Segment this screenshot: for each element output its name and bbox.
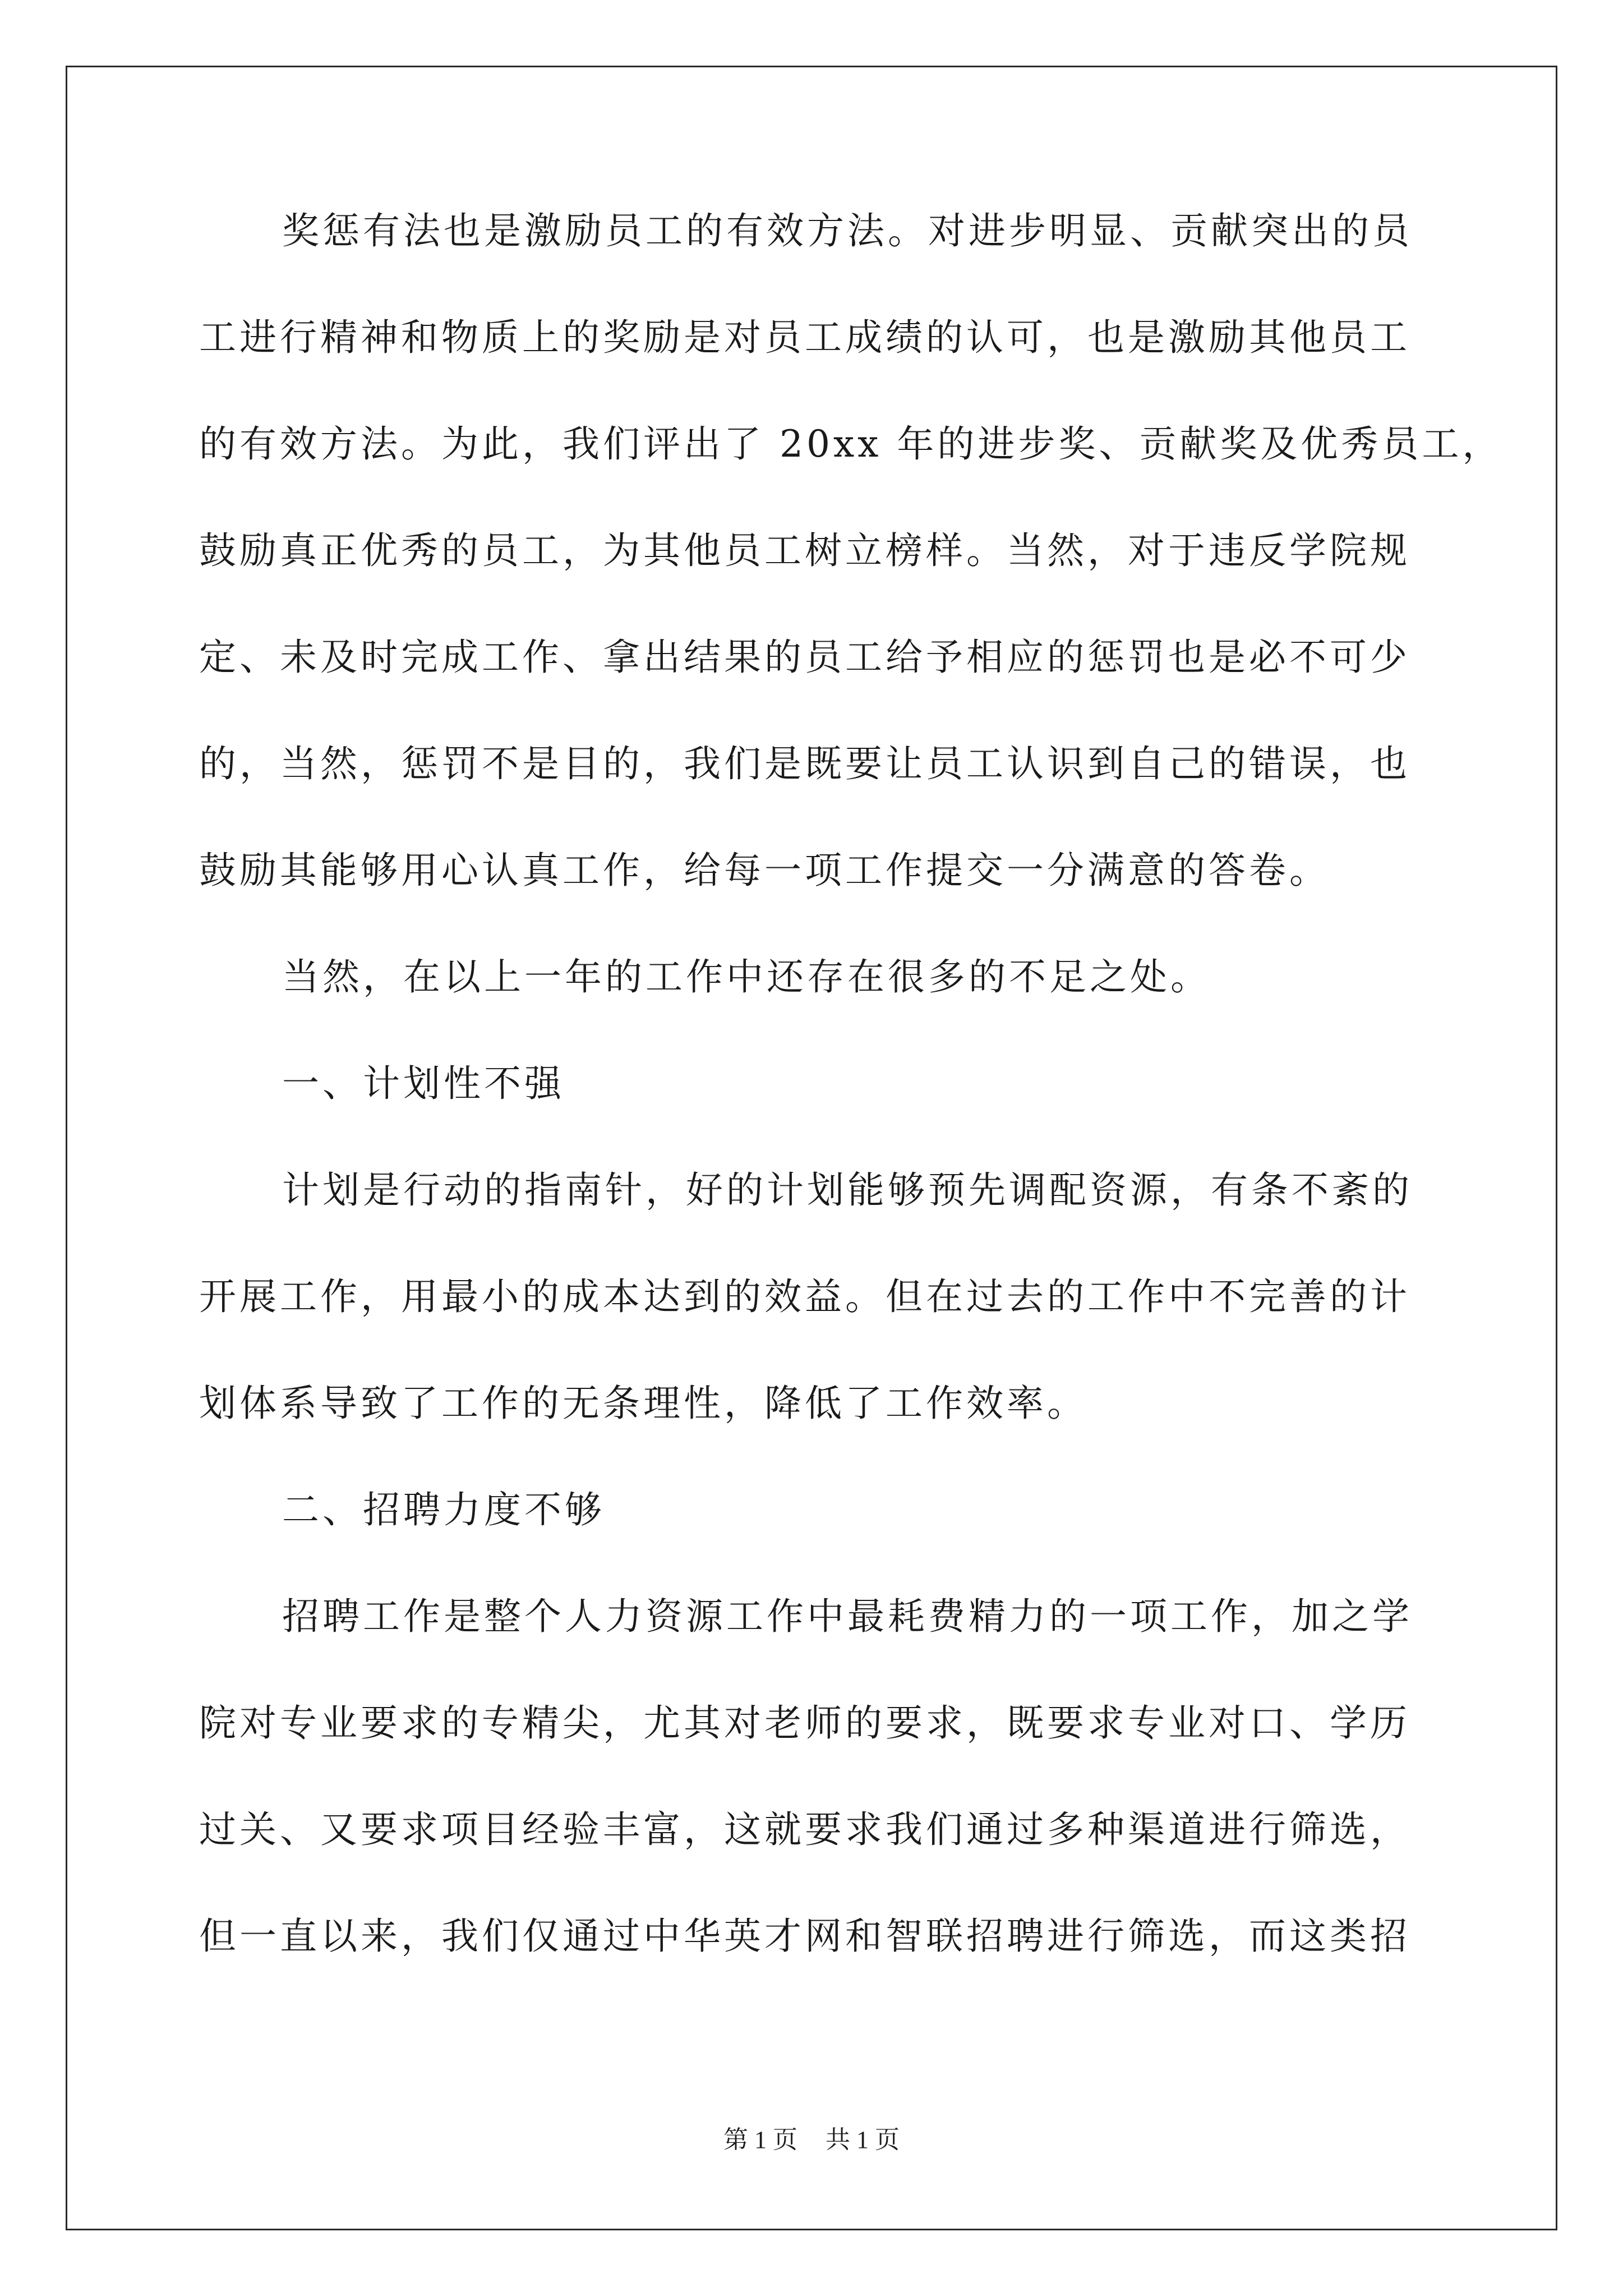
page-footer bbox=[0, 2123, 1623, 2157]
paragraph-line: 定、未及时完成工作、拿出结果的员工给予相应的惩罚也是必不可少 bbox=[199, 636, 1410, 679]
paragraph-line: 奖惩有法也是激励员工的有效方法。对进步明显、贡献突出的员 bbox=[282, 209, 1413, 252]
paragraph-line: 计划是行动的指南针，好的计划能够预先调配资源，有条不紊的 bbox=[282, 1168, 1413, 1212]
paragraph-line: 的有效方法。为此，我们评出了 20xx 年的进步奖、贡献奖及优秀员工， bbox=[199, 422, 1503, 466]
paragraph-line: 工进行精神和物质上的奖励是对员工成绩的认可，也是激励其他员工 bbox=[199, 316, 1410, 359]
paragraph-line: 但一直以来，我们仅通过中华英才网和智联招聘进行筛选，而这类招 bbox=[199, 1915, 1410, 1958]
paragraph-line: 划体系导致了工作的无条理性，降低了工作效率。 bbox=[199, 1382, 1087, 1425]
page-total: 共 1 页 bbox=[826, 2126, 900, 2154]
page-border bbox=[66, 66, 1557, 2230]
paragraph-line: 鼓励真正优秀的员工，为其他员工树立榜样。当然，对于违反学院规 bbox=[199, 529, 1410, 572]
paragraph-line: 当然，在以上一年的工作中还存在很多的不足之处。 bbox=[282, 955, 1211, 999]
paragraph-line: 鼓励其能够用心认真工作，给每一项工作提交一分满意的答卷。 bbox=[199, 849, 1330, 892]
paragraph-line: 开展工作，用最小的成本达到的效益。但在过去的工作中不完善的计 bbox=[199, 1275, 1410, 1318]
section-heading: 二、招聘力度不够 bbox=[282, 1488, 605, 1531]
paragraph-line: 的，当然，惩罚不是目的，我们是既要让员工认识到自己的错误，也 bbox=[199, 742, 1410, 785]
paragraph-line: 过关、又要求项目经验丰富，这就要求我们通过多种渠道进行筛选， bbox=[199, 1808, 1410, 1851]
section-heading: 一、计划性不强 bbox=[282, 1062, 565, 1105]
page-number: 第 1 页 bbox=[723, 2126, 797, 2154]
paragraph-line: 招聘工作是整个人力资源工作中最耗费精力的一项工作，加之学 bbox=[282, 1595, 1413, 1638]
paragraph-line: 院对专业要求的专精尖，尤其对老师的要求，既要求专业对口、学历 bbox=[199, 1701, 1410, 1745]
